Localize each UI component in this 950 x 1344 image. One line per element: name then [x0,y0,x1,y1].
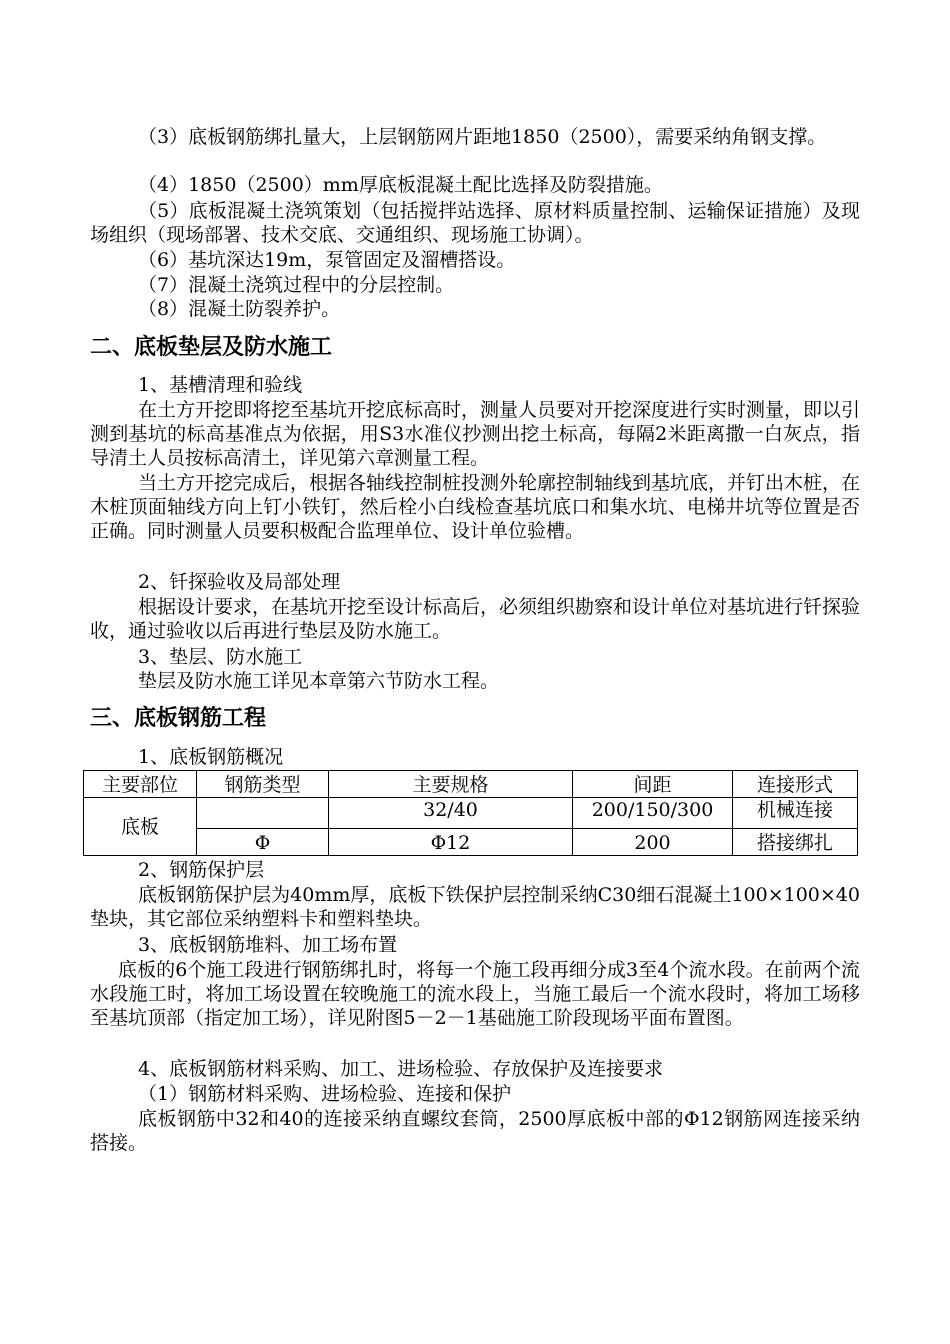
subheading-3-4: 4、底板钢筋材料采购、加工、进场检验、存放保护及连接要求 [138,1058,664,1080]
table-header-row [84,771,858,798]
table-cell-spacing: 200 [573,829,733,856]
table-header-cell: 主要规格 [329,771,573,798]
subheading-3-4-1: （1）钢筋材料采购、进场检验、连接和保护 [138,1083,512,1105]
table-row [84,798,858,829]
paragraph-item-6: （6）基坑深达19m，泵管固定及溜槽搭设。 [138,249,516,271]
table-cell-type [197,798,329,829]
paragraph-2-3: 根据设计要求，在基坑开挖至设计标高后，必须组织勘察和设计单位对基坑进行钎探验收，通过验收以后再进行垫层及防水施工。 [90,596,861,642]
paragraph-item-4: （4）1850（2500）mm厚底板混凝土配比选择及防裂措施。 [138,174,663,196]
table-header-cell: 钢筋类型 [197,771,329,798]
table-cell-type: Φ [197,829,329,856]
paragraph-item-5: （5）底板混凝土浇筑策划（包括搅拌站选择、原材料质量控制、运输保证措施）及现场组织（现场部署、技术交底、交通组织、现场施工协调）。 [90,200,860,246]
paragraph-2-4: 垫层及防水施工详见本章第六节防水工程。 [138,670,500,692]
section-heading-2: 二、底板垫层及防水施工 [90,335,333,360]
subheading-3-2: 2、钢筋保护层 [138,859,265,881]
subheading-2-3: 3、垫层、防水施工 [138,646,303,668]
paragraph-item-3: （3）底板钢筋绑扎量大，上层钢筋网片距地1850（2500），需要采纳角钢支撑。 [138,126,827,148]
paragraph-2-1: 在土方开挖即将挖至基坑开挖底标高时，测量人员要对开挖深度进行实时测量，即以引测到基坑的标高基准点为依据，用S3水准仪抄测出挖土标高，每隔2米距离撒一白灰点，指导清土人员按标高清土，详见第六章测量工程。 [90,399,861,469]
paragraph-3-2: 底板的6个施工段进行钢筋绑扎时，将每一个施工段再细分成3至4个流水段。在前两个流水段施工时，将加工场设置在较晚施工的流水段上，当施工最后一个流水段时，将加工场移至基坑顶部（指定加工场），详见附图5－2－1基础施工阶段现场平面布置图。 [90,959,860,1029]
table-row [84,829,858,856]
table-header-cell: 连接形式 [733,771,858,798]
table-cell-spacing: 200/150/300 [573,798,733,829]
table-header-cell: 主要部位 [84,771,197,798]
paragraph-item-8: （8）混凝土防裂养护。 [138,298,341,320]
table-cell-spec: Φ12 [329,829,573,856]
subheading-2-2: 2、钎探验收及局部处理 [138,571,341,593]
subheading-3-1: 1、底板钢筋概况 [138,746,284,768]
table-cell-spec: 32/40 [329,798,573,829]
section-heading-3: 三、底板钢筋工程 [90,706,267,731]
table-cell-part: 底板 [84,798,197,856]
paragraph-2-2: 当土方开挖完成后，根据各轴线控制桩投测外轮廓控制轴线到基坑底，并钉出木桩，在木桩顶面轴线方向上钉小铁钉，然后栓小白线检查基坑底口和集水坑、电梯井坑等位置是否正确。同时测量人员要积极配合监理单位、设计单位验槽。 [90,472,861,542]
paragraph-item-7: （7）混凝土浇筑过程中的分层控制。 [138,274,455,296]
subheading-2-1: 1、基槽清理和验线 [138,374,303,396]
paragraph-3-1: 底板钢筋保护层为40mm厚，底板下铁保护层控制采纳C30细石混凝土100×100×40垫块，其它部位采纳塑料卡和塑料垫块。 [90,884,860,930]
paragraph-3-3: 底板钢筋中32和40的连接采纳直螺纹套筒，2500厚底板中部的Φ12钢筋网连接采纳搭接。 [90,1108,860,1154]
table-cell-connection: 机械连接 [733,798,858,829]
table-header-cell: 间距 [573,771,733,798]
subheading-3-3: 3、底板钢筋堆料、加工场布置 [138,934,398,956]
rebar-overview-table [83,770,858,856]
table-cell-connection: 搭接绑扎 [733,829,858,856]
